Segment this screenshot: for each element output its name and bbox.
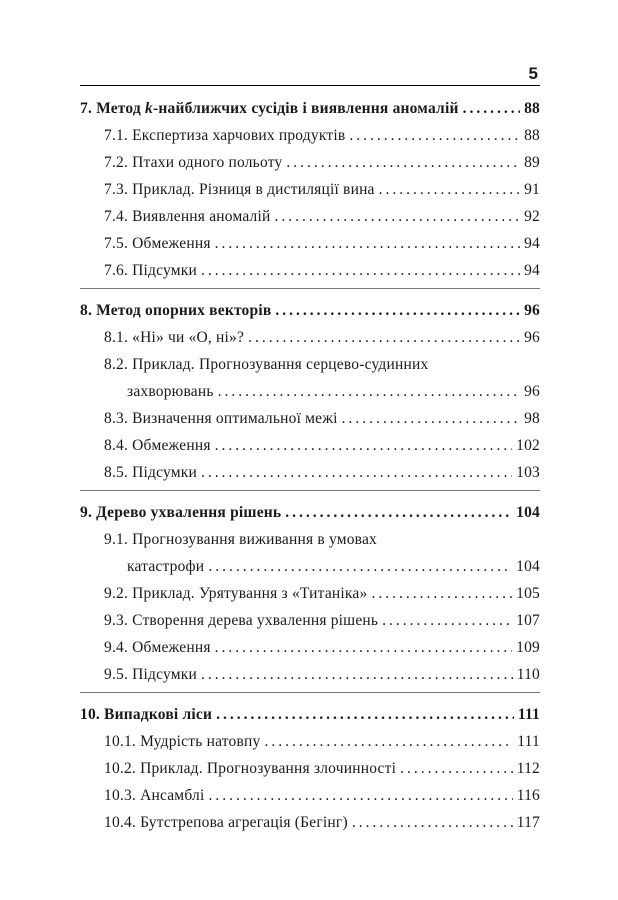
toc-section[interactable] [80, 553, 540, 580]
toc-chapter-heading[interactable] [80, 499, 540, 526]
dot-leader [285, 499, 512, 526]
dot-leader [379, 176, 520, 203]
toc-section-title: 9.2. Приклад. Урятування з «Титаніка» [104, 585, 368, 602]
toc-section-title: 7.4. Виявлення аномалій [104, 208, 271, 225]
toc-page-number: 116 [516, 787, 540, 804]
toc-section[interactable] [80, 405, 540, 432]
toc-section[interactable] [80, 432, 540, 459]
toc-section[interactable] [80, 607, 540, 634]
dot-leader [218, 378, 520, 405]
toc-page-number: 94 [524, 262, 540, 279]
dot-leader [208, 553, 512, 580]
toc-section-title: 9.3. Створення дерева ухвалення рішень [104, 612, 379, 629]
toc-page-number: 104 [516, 504, 540, 521]
toc-page-number: 96 [524, 329, 540, 346]
toc-section[interactable] [80, 230, 540, 257]
toc-page-number: 105 [516, 585, 540, 602]
toc-section-title: 7.5. Обмеження [104, 235, 211, 252]
dot-leader [275, 203, 521, 230]
toc-section[interactable] [80, 634, 540, 661]
toc-section[interactable] [80, 257, 540, 284]
toc-page-number: 112 [516, 760, 540, 777]
dot-leader [286, 149, 520, 176]
toc-section[interactable] [80, 728, 540, 755]
dot-leader [352, 809, 513, 836]
toc-section[interactable] [80, 324, 540, 351]
toc-section-title: 10.3. Ансамблі [104, 787, 205, 804]
toc-page-number: 102 [516, 437, 540, 454]
toc-section-title: 7.3. Приклад. Різниця в дистиляції вина [104, 181, 375, 198]
toc-section-title: 7.2. Птахи одного польоту [104, 154, 283, 171]
toc-page-number: 89 [524, 154, 540, 171]
toc-section-title-line1[interactable]: 8.2. Приклад. Прогнозування серцево-судинних [104, 356, 429, 373]
toc-page-number: 103 [516, 464, 540, 481]
toc-section-title: 8.1. «Ні» чи «О, ні»? [104, 329, 245, 346]
dot-leader [201, 257, 520, 284]
dot-leader [264, 728, 513, 755]
toc-chapter-title: 7. Метод k-найближчих сусідів і виявлення аномалій [80, 100, 459, 117]
toc-section-title: 7.1. Експертиза харчових продуктів [104, 127, 346, 144]
toc-chapter-heading[interactable] [80, 95, 540, 122]
toc-section-title-line2: катастрофи [127, 558, 205, 575]
toc-section[interactable] [80, 580, 540, 607]
dot-leader [248, 324, 520, 351]
dot-leader [201, 661, 513, 688]
toc-page-number: 98 [524, 410, 540, 427]
toc-section-title: 10.2. Приклад. Прогнозування злочинності [104, 760, 397, 777]
toc-section[interactable] [80, 809, 540, 836]
toc-chapter-9 [80, 499, 540, 693]
toc-section-title-line1[interactable]: 9.1. Прогнозування виживання в умовах [104, 531, 378, 548]
dot-leader [342, 405, 520, 432]
toc-page-number: 107 [516, 612, 540, 629]
toc-chapter-8 [80, 297, 540, 491]
toc-section-title: 8.5. Підсумки [104, 464, 197, 481]
toc-section-title: 10.1. Мудрість натовпу [104, 733, 261, 750]
toc-chapter-heading[interactable] [80, 701, 540, 728]
toc-section-title: 8.3. Визначення оптимальної межі [104, 410, 338, 427]
toc-section[interactable] [80, 782, 540, 809]
dot-leader [349, 122, 520, 149]
toc-page-number: 111 [517, 733, 540, 750]
toc-page-number: 92 [524, 208, 540, 225]
toc-page-number: 96 [524, 302, 540, 319]
dot-leader [216, 701, 514, 728]
dot-leader [371, 580, 512, 607]
toc-chapter-heading[interactable] [80, 297, 540, 324]
toc-page-number: 94 [524, 235, 540, 252]
toc-page-number: 109 [516, 639, 540, 656]
toc-chapter-10 [80, 701, 540, 840]
toc-page-number: 110 [516, 666, 540, 683]
dot-leader [463, 95, 521, 122]
toc-page-number: 111 [517, 706, 540, 723]
toc-section-title: 9.5. Підсумки [104, 666, 197, 683]
toc-section-title: 9.4. Обмеження [104, 639, 211, 656]
toc-page-number: 96 [524, 383, 540, 400]
toc-page-number: 88 [524, 127, 540, 144]
toc-section[interactable] [80, 149, 540, 176]
header-rule [80, 85, 540, 86]
dot-leader [215, 634, 512, 661]
toc-page-number: 117 [516, 814, 540, 831]
toc-page-number: 104 [516, 558, 540, 575]
toc-section-title: 10.4. Бутстрепова агрегація (Бегінг) [104, 814, 348, 831]
toc-section[interactable] [80, 459, 540, 486]
toc-section[interactable] [80, 378, 540, 405]
dot-leader [208, 782, 512, 809]
toc-chapter-7 [80, 95, 540, 289]
toc-section[interactable] [80, 755, 540, 782]
toc-section[interactable] [80, 176, 540, 203]
toc-page-number: 91 [524, 181, 540, 198]
dot-leader [400, 755, 513, 782]
toc-chapter-title: 9. Дерево ухвалення рішень [80, 504, 282, 521]
page-number: 5 [528, 64, 538, 83]
toc-section-title-line2: захворювань [127, 383, 214, 400]
dot-leader [382, 607, 512, 634]
toc-chapter-title: 10. Випадкові ліси [80, 706, 213, 723]
toc-chapter-title: 8. Метод опорних векторів [80, 302, 272, 319]
table-of-contents [80, 95, 540, 848]
dot-leader [215, 432, 512, 459]
dot-leader [275, 297, 520, 324]
toc-section[interactable] [80, 661, 540, 688]
dot-leader [201, 459, 512, 486]
toc-section[interactable] [80, 122, 540, 149]
dot-leader [215, 230, 520, 257]
toc-section[interactable] [80, 203, 540, 230]
toc-section-title: 8.4. Обмеження [104, 437, 211, 454]
toc-page-number: 88 [524, 100, 540, 117]
toc-section-title: 7.6. Підсумки [104, 262, 197, 279]
